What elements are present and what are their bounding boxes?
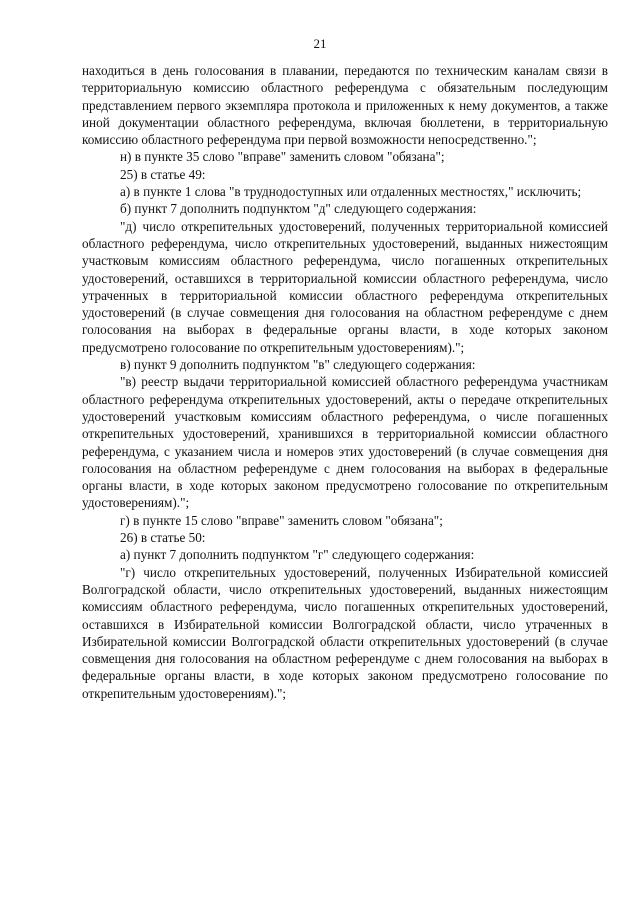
- paragraph: г) в пункте 15 слово "вправе" заменить словом "обязана";: [120, 512, 443, 528]
- paragraph: находиться в день голосования в плавании, передаются по техническим каналам связи в территориальную комиссию областного референдума с обязательным последующим представлением первого экземпляра протокола и приложенных к нему документов, а также иной документации областного референдума, включая бюллетени, в территориальную комиссию областного референдума при первой возможности непосредственно.";: [82, 63, 608, 148]
- paragraph: 25) в статье 49:: [120, 166, 206, 182]
- paragraph: б) пункт 7 дополнить подпунктом "д" следующего содержания:: [120, 201, 477, 217]
- paragraph: в) пункт 9 дополнить подпунктом "в" следующего содержания:: [120, 357, 476, 373]
- paragraph: 26) в статье 50:: [120, 530, 206, 546]
- paragraph: "г) число открепительных удостоверений, полученных Избирательной комиссией Волгоградской области, число открепительных удостоверений, выданных нижестоящим комиссиям областного референдума, число погашенных открепительных удостоверений, оставшихся в Избирательной комиссии Волгоградской области, число утраченных в Избирательной комиссии Волгоградской области открепительных удостоверений (в случае совмещения дня голосования на областном референдуме с днем голосования на выборах в федеральные органы власти, в ходе которых законом предусмотрено голосование по открепительным удостоверениям).";: [82, 564, 608, 701]
- paragraph: "д) число открепительных удостоверений, полученных территориальной комиссией областного референдума, число открепительных удостоверений, выданных нижестоящим участковым комиссиям областного референдума, число погашенных открепительных удостоверений, оставшихся в территориальной комиссии областного референдума, число утраченных в территориальной комиссии областного референдума открепительных удостоверений (в случае совмещения дня голосования на областном референдуме с днем голосования на выборах в федеральные органы власти, в ходе которых законом предусмотрено голосование по открепительным удостоверениям).";: [82, 218, 608, 355]
- paragraph: а) пункт 7 дополнить подпунктом "г" следующего содержания:: [120, 547, 475, 563]
- paragraph: н) в пункте 35 слово "вправе" заменить словом "обязана";: [120, 149, 445, 165]
- paragraph: "в) реестр выдачи территориальной комиссией областного референдума участникам областного референдума открепительных удостоверений, акты о передаче открепительных удостоверений участковым комиссиям областного референдума, о числе погашенных открепительных удостоверений, хранившихся в территориальной комиссии областного референдума, с указанием числа и номеров этих удостоверений (в случае совмещения дня голосования на областном референдуме с днем голосования на выборах в федеральные органы власти, в ходе которых законом предусмотрено голосование по открепительным удостоверениям).";: [82, 374, 608, 511]
- document-body: [82, 62, 608, 702]
- page-number: 21: [313, 36, 327, 51]
- paragraph: а) в пункте 1 слова "в труднодоступных или отдаленных местностях," исключить;: [120, 184, 582, 200]
